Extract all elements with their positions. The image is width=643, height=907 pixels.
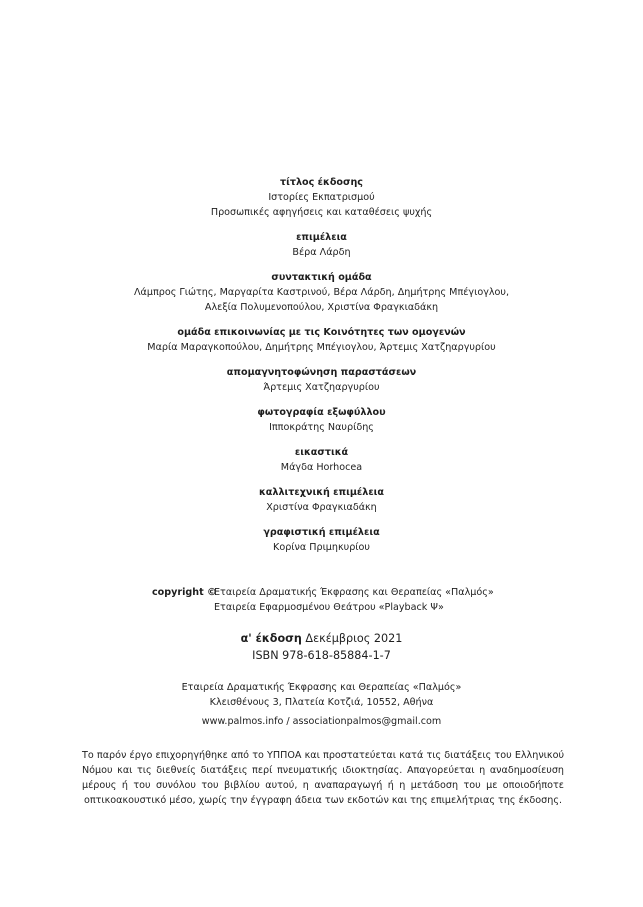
credit-line: Αλεξία Πολυμενοπούλου, Χριστίνα Φραγκιαδάκη — [204, 302, 439, 313]
credit-line: Κορίνα Πριμηκυρίου — [273, 542, 370, 553]
credit-line: Προσωπικές αφηγήσεις και καταθέσεις ψυχής — [210, 207, 433, 218]
publisher-contact: www.palmos.info / associationpalmos@gmail.com — [201, 716, 442, 727]
copyright-notice: Το παρόν έργο επιχορηγήθηκε από το ΥΠΠΟΑ και προστατεύεται κατά τις διατάξεις του Ελληνικού Νόμου και τις διεθνείς διατάξεις περί πνευματικής ιδιοκτησίας. Απαγορεύεται η αναδημοσίευση μέρους ή του συνόλου του βιβλίου αυτού, η αναπαραγωγή ή η μετάδοση του με οποιοδήποτε οπτικοακουστικό μέσο, χωρίς την έγγραφη άδεια των εκδοτών και της επιμελήτριας της έκδοσης. — [82, 750, 564, 806]
credit-line: Λάμπρος Γιώτης, Μαργαρίτα Καστρινού, Βέρα Λάρδη, Δημήτρης Μπέγιογλου, — [133, 287, 510, 298]
credit-transcription — [0, 365, 643, 395]
credit-cover-photo — [0, 405, 643, 435]
credit-heading: φωτογραφία εξωφύλλου — [257, 407, 386, 418]
copyright-line: Εταιρεία Εφαρμοσμένου Θεάτρου «Playback Ψ» — [214, 602, 444, 613]
copyright-label: copyright © — [152, 587, 217, 598]
publisher-address: Κλεισθένους 3, Πλατεία Κοτζιά, 10552, Αθήνα — [209, 697, 434, 708]
credit-heading: συντακτική ομάδα — [271, 272, 372, 283]
credit-title — [0, 175, 643, 220]
credit-heading: ομάδα επικοινωνίας με τις Κοινότητες των ομογενών — [177, 327, 466, 338]
copyright-line: Εταιρεία Δραματικής Έκφρασης και Θεραπείας «Παλμός» — [214, 587, 494, 598]
edition-section — [0, 630, 643, 664]
credit-graphic-design — [0, 525, 643, 555]
credit-communities-team — [0, 325, 643, 355]
credit-line: Μαρία Μαραγκοπούλου, Δημήτρης Μπέγιογλου, Άρτεμις Χατζηαργυρίου — [147, 342, 496, 353]
credit-heading: καλλιτεχνική επιμέλεια — [258, 487, 384, 498]
credit-line: Άρτεμις Χατζηαργυρίου — [263, 382, 380, 393]
credit-art-direction — [0, 485, 643, 515]
publisher-section — [0, 680, 643, 729]
credit-heading: απομαγνητοφώνηση παραστάσεων — [226, 367, 417, 378]
credits-section — [0, 175, 643, 565]
credit-heading: γραφιστική επιμέλεια — [263, 527, 380, 538]
credit-line: Ιπποκράτης Ναυρίδης — [269, 422, 374, 433]
credit-heading: τίτλος έκδοσης — [280, 177, 363, 188]
credit-line: Βέρα Λάρδη — [292, 247, 351, 258]
credit-editor — [0, 230, 643, 260]
copyright-section — [0, 585, 643, 615]
publisher-name: Εταιρεία Δραματικής Έκφρασης και Θεραπείας «Παλμός» — [181, 682, 462, 693]
credit-line: Χριστίνα Φραγκιαδάκη — [266, 502, 377, 513]
credit-heading: εικαστικά — [294, 447, 349, 458]
edition-label: α' έκδοση — [240, 632, 302, 645]
edition-date: Δεκέμβριος 2021 — [305, 632, 403, 645]
credit-heading: επιμέλεια — [296, 232, 347, 243]
credit-editorial-team — [0, 270, 643, 315]
credit-line: Ιστορίες Εκπατρισμού — [268, 192, 375, 203]
credit-artwork — [0, 445, 643, 475]
credit-line: Μάγδα Horhocea — [280, 462, 363, 473]
isbn: ISBN 978-618-85884-1-7 — [252, 649, 391, 662]
